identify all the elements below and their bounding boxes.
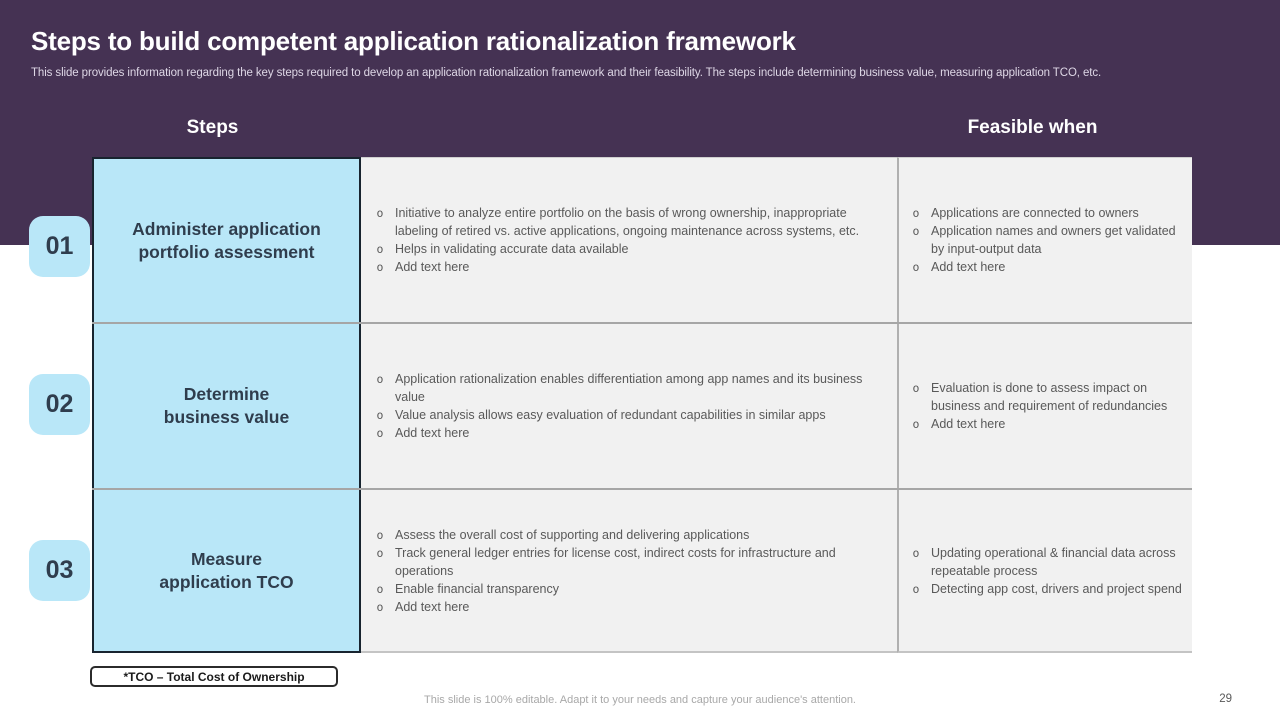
feasible-cell-1 [897, 157, 1192, 322]
step-name-line: Measure [190, 548, 262, 569]
bullet-icon: o [912, 581, 920, 596]
bullet-text: Add text here [395, 426, 470, 440]
bullet-text: Add text here [395, 260, 470, 274]
step-name-line: Determine [183, 384, 270, 404]
bullet-item [373, 204, 887, 240]
step-name-cell-2 [92, 324, 361, 488]
bullet-item [373, 240, 887, 258]
bullet-item [373, 424, 887, 442]
table-row-2 [92, 322, 1192, 488]
bullet-item [373, 370, 887, 406]
bullet-icon: o [376, 545, 384, 560]
bullet-item [909, 580, 1186, 598]
tco-footnote-box: *TCO – Total Cost of Ownership [90, 666, 338, 687]
bullet-item [909, 415, 1186, 433]
bullet-icon: o [376, 581, 384, 596]
bullet-item [373, 406, 887, 424]
step-name-cell-1 [92, 157, 361, 322]
bullet-text: Application names and owners get validated by input-output data [931, 224, 1176, 256]
bullet-text: Detecting app cost, drivers and project spend [931, 581, 1182, 596]
bullet-item [373, 526, 887, 544]
step-name-line: portfolio assessment [138, 241, 315, 262]
bullet-item [373, 580, 887, 598]
bullet-icon: o [376, 260, 384, 274]
column-header-steps: Steps [186, 117, 239, 138]
slide-title: Steps to build competent application rationalization framework [31, 26, 796, 56]
bullet-item [373, 598, 887, 616]
feasible-cell-2 [897, 324, 1192, 488]
bullet-text: Add text here [931, 260, 1006, 274]
bullet-icon: o [376, 242, 384, 256]
bullet-icon: o [376, 426, 384, 440]
step-details-cell-2 [361, 324, 897, 488]
step-name-line: application TCO [159, 571, 294, 592]
bullet-item [909, 544, 1186, 580]
step-name-line: Administer application [132, 218, 321, 239]
bullet-icon: o [912, 417, 920, 431]
bullet-text: Value analysis allows easy evaluation of redundant capabilities in similar apps [395, 408, 826, 422]
bullet-text: Add text here [931, 417, 1006, 431]
step-details-cell-3 [361, 490, 897, 653]
bullet-icon: o [912, 206, 920, 220]
bullet-text: Helps in validating accurate data available [395, 242, 629, 256]
bullet-item [909, 258, 1186, 276]
bullet-text: Application rationalization enables differentiation among app names and its business value [395, 372, 863, 404]
table-row-3 [92, 488, 1192, 653]
bullet-text: Add text here [395, 599, 470, 614]
step-name-line: business value [163, 407, 290, 427]
bullet-icon: o [912, 260, 920, 274]
bullet-icon: o [376, 599, 384, 614]
bullet-icon: o [376, 372, 384, 386]
bullet-item [909, 204, 1186, 222]
bullet-item [373, 258, 887, 276]
bullet-icon: o [912, 381, 920, 395]
steps-table [92, 157, 1192, 653]
table-row-1 [92, 157, 1192, 322]
bullet-text: Updating operational & financial data across repeatable process [931, 545, 1176, 578]
bullet-icon: o [912, 545, 920, 560]
bullet-icon: o [376, 408, 384, 422]
bullet-text: Applications are connected to owners [931, 206, 1139, 220]
bullet-item [909, 379, 1186, 415]
page-number: 29 [1219, 693, 1232, 705]
feasible-cell-3 [897, 490, 1192, 653]
bullet-icon: o [376, 527, 384, 542]
bullet-text: Enable financial transparency [395, 581, 559, 596]
step-number-badge-03: 03 [29, 540, 90, 601]
column-header-feasible: Feasible when [967, 117, 1098, 138]
bullet-item [373, 544, 887, 580]
step-name-cell-3 [92, 490, 361, 653]
bullet-text: Evaluation is done to assess impact on business and requirement of redundancies [931, 381, 1168, 413]
step-number-badge-01: 01 [29, 216, 90, 277]
slide-subtitle: This slide provides information regarding the key steps required to develop an application rationalization framework and their feasibility. The steps include determining business value, measuring application TCO, etc. [31, 67, 1102, 79]
bullet-icon: o [376, 206, 384, 220]
step-number-badge-02: 02 [29, 374, 90, 435]
bullet-text: Initiative to analyze entire portfolio on the basis of wrong ownership, inappropriate labeling of retired vs. active applications, ongoing maintenance across systems, etc. [395, 206, 860, 238]
bullet-text: Assess the overall cost of supporting and delivering applications [395, 527, 750, 542]
bullet-item [909, 222, 1186, 258]
bullet-icon: o [912, 224, 920, 238]
step-details-cell-1 [361, 157, 897, 322]
bullet-text: Track general ledger entries for license cost, indirect costs for infrastructure and operations [395, 545, 836, 578]
editable-note: This slide is 100% editable. Adapt it to your needs and capture your audience's attention. [424, 694, 856, 706]
